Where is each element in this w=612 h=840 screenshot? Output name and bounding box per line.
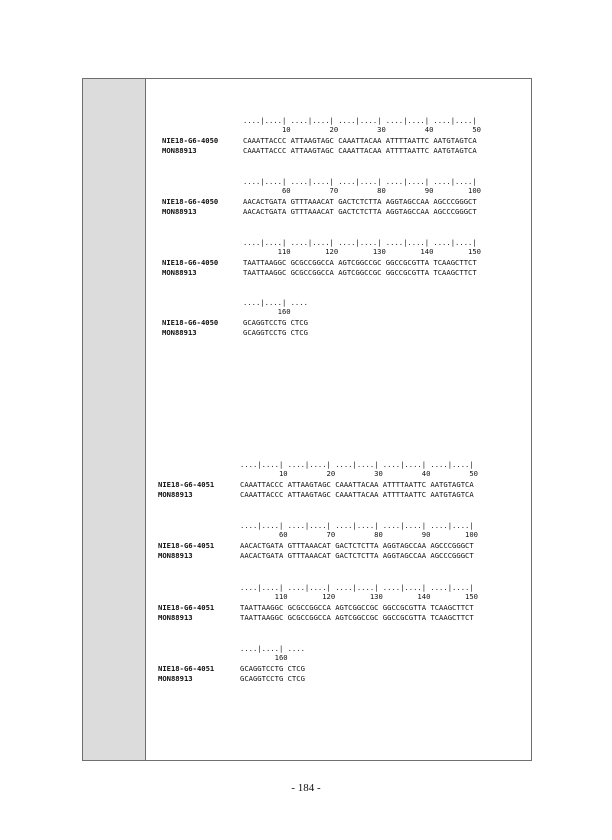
sequence-text: TAATTAAGGC GCGCCGGCCA AGTCGGCCGC GGCCGCGTTA TCAAGCTTCT bbox=[240, 603, 474, 612]
sequence-name: NIE18-G6-4051 bbox=[158, 664, 215, 673]
sequence-text: AACACTGATA GTTTAAACAT GACTCTCTTA AGGTAGCCAA AGCCCGGGCT bbox=[240, 551, 474, 560]
position-numbers: 60 70 80 90 100 bbox=[240, 530, 478, 539]
sequence-text: TAATTAAGGC GCGCCGGCCA AGTCGGCCGC GGCCGCGTTA TCAAGCTTCT bbox=[243, 268, 477, 277]
position-ruler: ....|....| ....|....| ....|....| ....|....| ....|....| bbox=[243, 177, 477, 186]
sequence-name: MON88913 bbox=[158, 551, 193, 560]
position-ruler: ....|....| ....|....| ....|....| ....|....| ....|....| bbox=[243, 116, 477, 125]
sequence-name: NIE18-G6-4050 bbox=[162, 258, 219, 267]
position-ruler: ....|....| ....|....| ....|....| ....|....| ....|....| bbox=[243, 238, 477, 247]
position-numbers: 160 bbox=[243, 307, 291, 316]
sequence-name: MON88913 bbox=[162, 268, 197, 277]
position-numbers: 10 20 30 40 50 bbox=[240, 469, 478, 478]
sequence-text: TAATTAAGGC GCGCCGGCCA AGTCGGCCGC GGCCGCGTTA TCAAGCTTCT bbox=[240, 613, 474, 622]
position-ruler: ....|....| ....|....| ....|....| ....|....| ....|....| bbox=[240, 460, 474, 469]
sequence-text: TAATTAAGGC GCGCCGGCCA AGTCGGCCGC GGCCGCGTTA TCAAGCTTCT bbox=[243, 258, 477, 267]
sequence-name: MON88913 bbox=[158, 674, 193, 683]
position-numbers: 160 bbox=[240, 653, 288, 662]
sequence-text: CAAATTACCC ATTAAGTAGC CAAATTACAA ATTTTAATTC AATGTAGTCA bbox=[240, 480, 474, 489]
sequence-text: GCAGGTCCTG CTCG bbox=[243, 328, 308, 337]
position-ruler: ....|....| .... bbox=[240, 644, 305, 653]
sequence-text: GCAGGTCCTG CTCG bbox=[240, 674, 305, 683]
sequence-name: MON88913 bbox=[162, 328, 197, 337]
sequence-text: CAAATTACCC ATTAAGTAGC CAAATTACAA ATTTTAATTC AATGTAGTCA bbox=[240, 490, 474, 499]
sequence-text: CAAATTACCC ATTAAGTAGC CAAATTACAA ATTTTAATTC AATGTAGTCA bbox=[243, 146, 477, 155]
sequence-text: CAAATTACCC ATTAAGTAGC CAAATTACAA ATTTTAATTC AATGTAGTCA bbox=[243, 136, 477, 145]
sequence-text: AACACTGATA GTTTAAACAT GACTCTCTTA AGGTAGCCAA AGCCCGGGCT bbox=[243, 197, 477, 206]
sequence-name: MON88913 bbox=[158, 490, 193, 499]
sequence-name: NIE18-G6-4050 bbox=[162, 136, 219, 145]
position-ruler: ....|....| .... bbox=[243, 298, 308, 307]
sequence-name: MON88913 bbox=[162, 146, 197, 155]
sequence-name: MON88913 bbox=[162, 207, 197, 216]
position-numbers: 110 120 130 140 150 bbox=[240, 592, 478, 601]
sequence-text: GCAGGTCCTG CTCG bbox=[243, 318, 308, 327]
position-numbers: 110 120 130 140 150 bbox=[243, 247, 481, 256]
position-ruler: ....|....| ....|....| ....|....| ....|....| ....|....| bbox=[240, 521, 474, 530]
sequence-name: NIE18-G6-4051 bbox=[158, 480, 215, 489]
page-number: - 184 - bbox=[291, 782, 321, 794]
position-numbers: 10 20 30 40 50 bbox=[243, 125, 481, 134]
position-ruler: ....|....| ....|....| ....|....| ....|....| ....|....| bbox=[240, 583, 474, 592]
sequence-text: AACACTGATA GTTTAAACAT GACTCTCTTA AGGTAGCCAA AGCCCGGGCT bbox=[240, 541, 474, 550]
left-gray-column bbox=[83, 79, 146, 760]
sequence-name: NIE18-G6-4050 bbox=[162, 318, 219, 327]
sequence-text: AACACTGATA GTTTAAACAT GACTCTCTTA AGGTAGCCAA AGCCCGGGCT bbox=[243, 207, 477, 216]
sequence-name: NIE18-G6-4051 bbox=[158, 603, 215, 612]
sequence-name: MON88913 bbox=[158, 613, 193, 622]
sequence-text: GCAGGTCCTG CTCG bbox=[240, 664, 305, 673]
sequence-name: NIE18-G6-4051 bbox=[158, 541, 215, 550]
sequence-name: NIE18-G6-4050 bbox=[162, 197, 219, 206]
position-numbers: 60 70 80 90 100 bbox=[243, 186, 481, 195]
